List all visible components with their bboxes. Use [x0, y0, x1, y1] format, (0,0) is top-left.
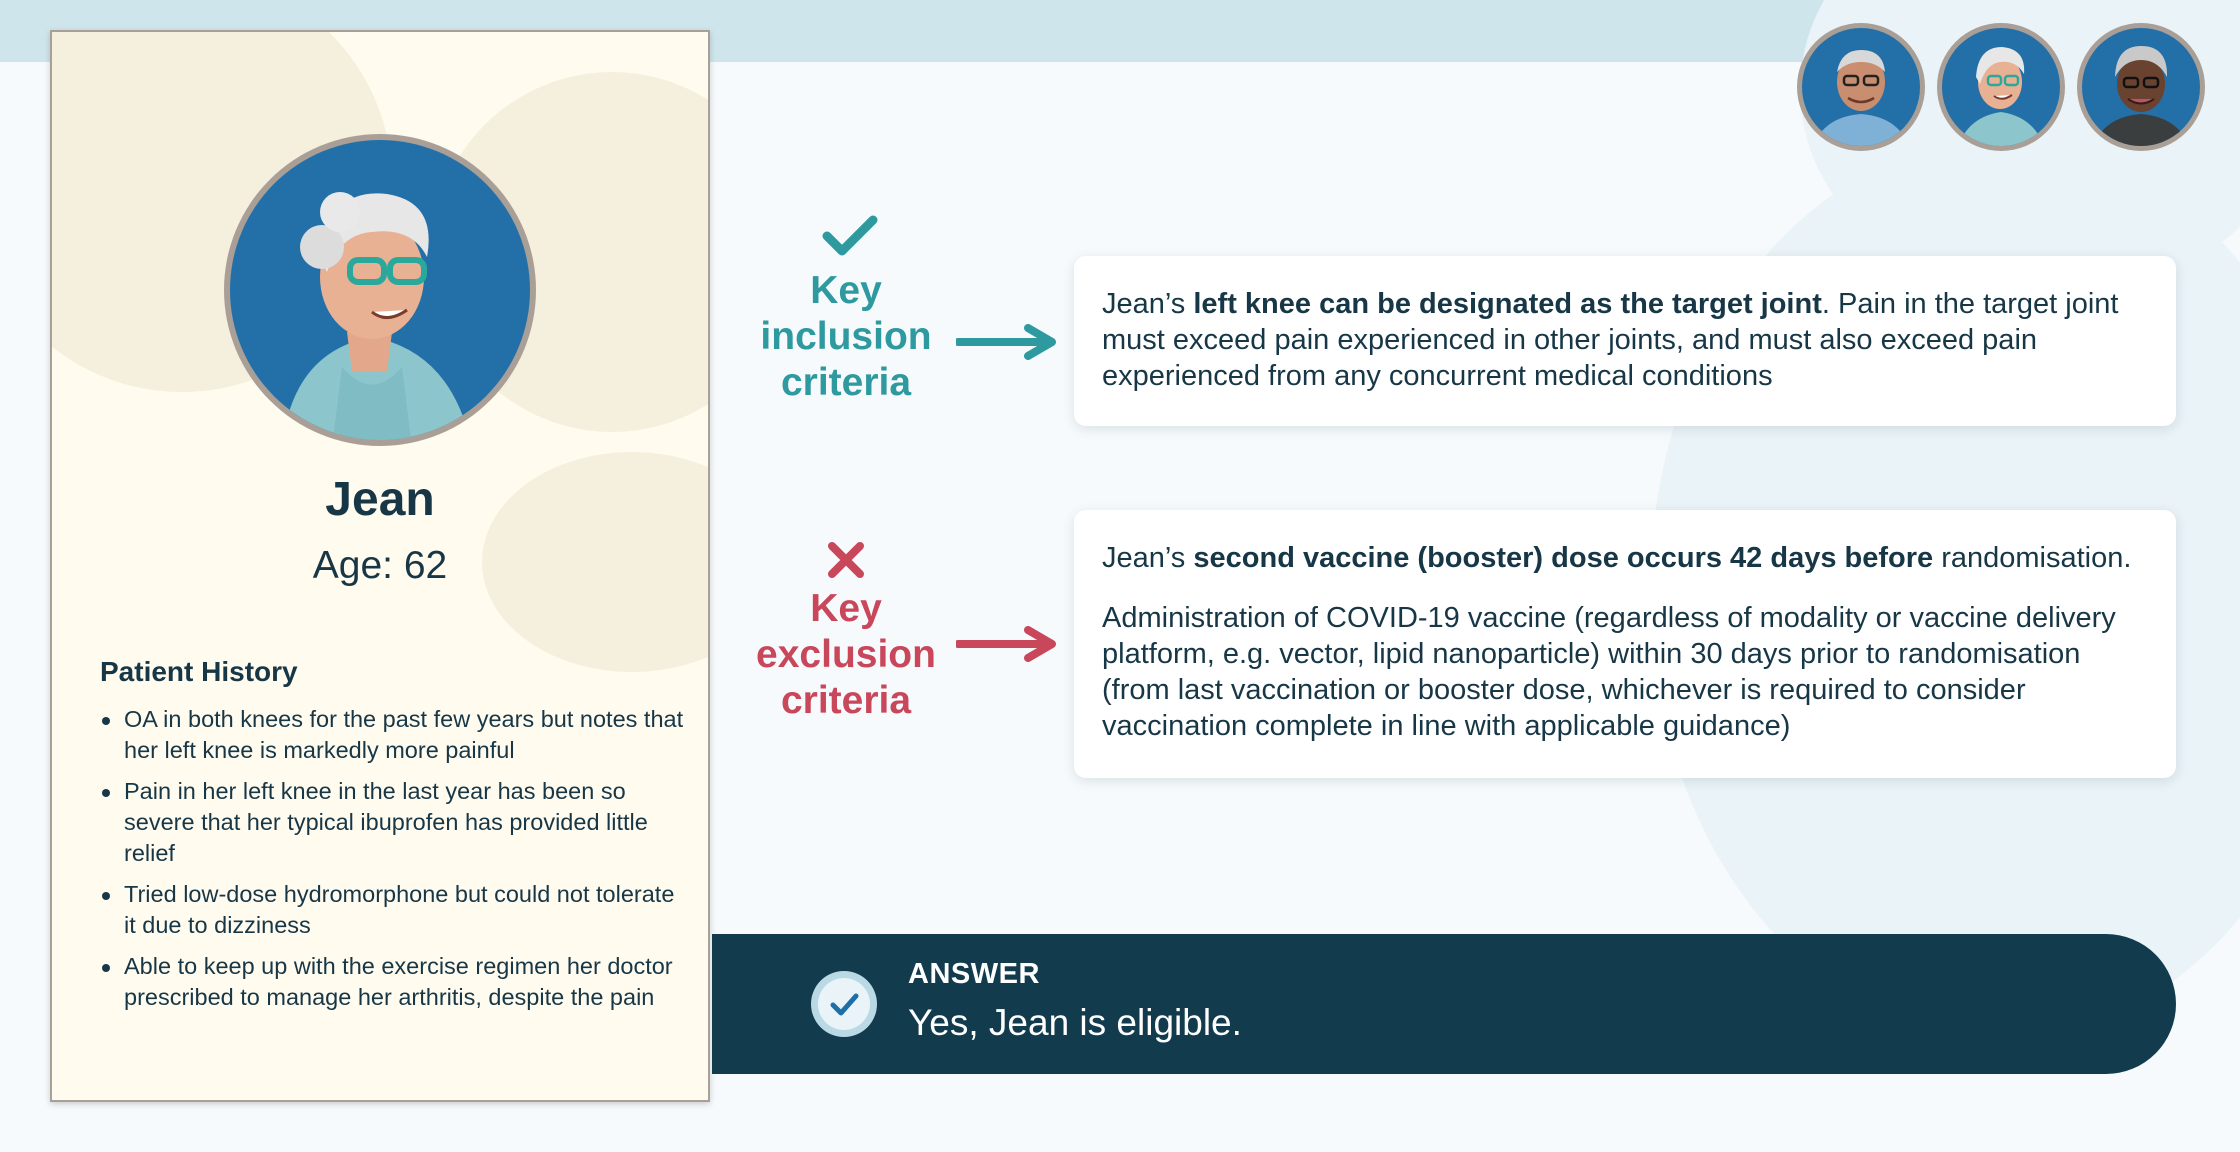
- exclusion-text-2: Administration of COVID-19 vaccine (regardless of modality or vaccine delivery platform, e.g. vector, lipid nanoparticle) within 30 days prior to randomisation (from last vaccination or booster dose, whichever is required to consider vaccination complete in line with applicable guidance): [1102, 602, 2116, 742]
- inclusion-text: Jean’s left knee can be designated as the target joint. Pain in the target joint must exceed pain experienced in other joints, and must also exceed pain experienced from any concurrent medical conditions: [1102, 288, 2119, 392]
- avatar-woman-glasses[interactable]: [1936, 22, 2066, 152]
- patient-portrait: [222, 132, 538, 448]
- avatar-man-glasses[interactable]: [1796, 22, 1926, 152]
- history-title: Patient History: [100, 656, 298, 687]
- answer-title: ANSWER: [908, 958, 1040, 990]
- exclusion-label: [736, 586, 956, 724]
- history-item: Tried low-dose hydromorphone but could not tolerate it due to dizziness: [100, 879, 690, 941]
- history-item: OA in both knees for the past few years but notes that her left knee is markedly more painful: [100, 704, 690, 766]
- inclusion-label-line1: Key: [810, 269, 882, 312]
- avatar-woman-dark[interactable]: [2076, 22, 2206, 152]
- inclusion-arrow-icon: [956, 324, 1060, 360]
- exclusion-label-line3: criteria: [780, 679, 912, 722]
- check-icon: [822, 214, 878, 258]
- inclusion-label-line2: inclusion: [760, 315, 932, 358]
- exclusion-box: [1074, 510, 2176, 778]
- exclusion-label-line1: Key: [810, 587, 882, 630]
- answer-text: Yes, Jean is eligible.: [908, 1002, 1242, 1043]
- exclusion-arrow-icon: [956, 626, 1060, 662]
- inclusion-label: [740, 268, 952, 406]
- exclusion-label-line2: exclusion: [756, 633, 936, 676]
- exclusion-text-1: Jean’s second vaccine (booster) dose occurs 42 days before randomisation.: [1102, 542, 2132, 574]
- patient-card: [50, 30, 710, 1102]
- patient-age: Age: 62: [312, 544, 448, 587]
- history-item: Pain in her left knee in the last year has been so severe that her typical ibuprofen has provided little relief: [100, 776, 690, 869]
- cross-icon: [826, 540, 866, 580]
- inclusion-box: [1074, 256, 2176, 426]
- answer-check-icon: [810, 970, 878, 1038]
- history-list: [100, 704, 690, 1023]
- patient-name: Jean: [325, 473, 435, 526]
- history-item: Able to keep up with the exercise regimen her doctor prescribed to manage her arthritis, despite the pain: [100, 951, 690, 1013]
- inclusion-label-line3: criteria: [780, 361, 912, 404]
